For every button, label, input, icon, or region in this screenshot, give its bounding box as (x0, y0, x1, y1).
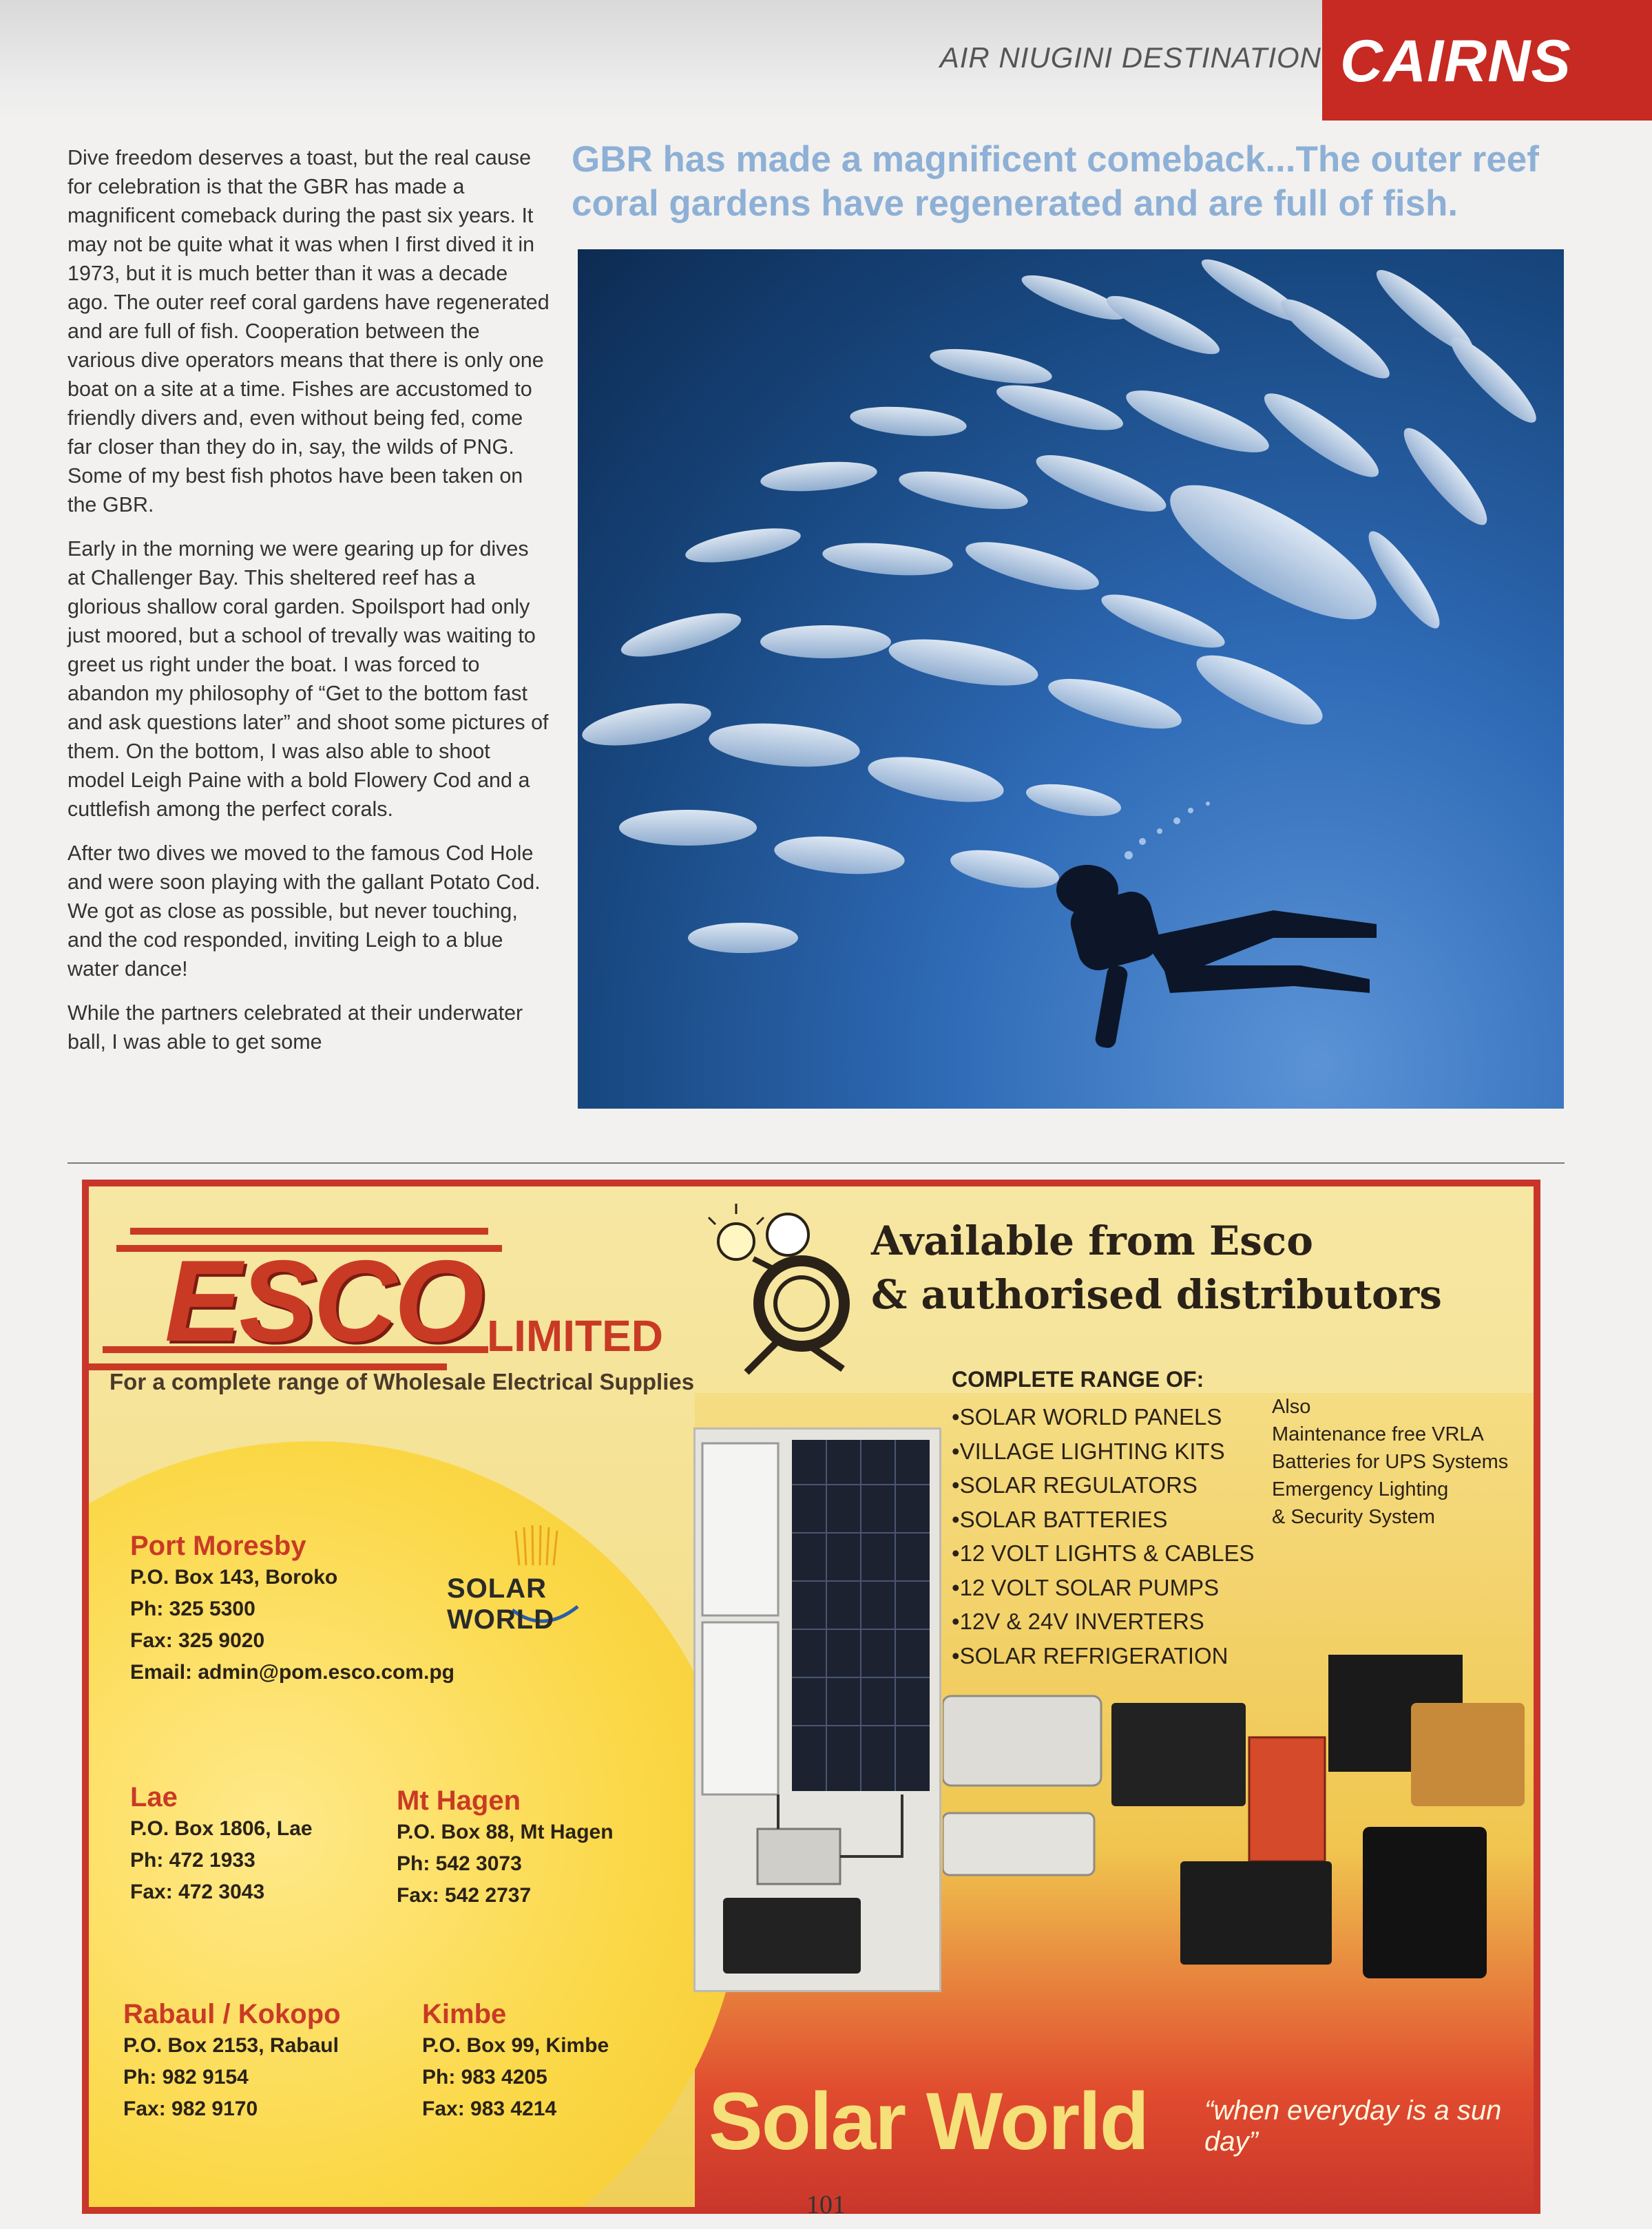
ad-headline (871, 1214, 1442, 1321)
also-line: Batteries for UPS Systems (1272, 1451, 1509, 1473)
product-images (943, 1655, 1528, 2013)
header-kicker: AIR NIUGINI DESTINATION (939, 41, 1321, 74)
article-paragraph: After two dives we moved to the famous Cod Hole and were soon playing with the gallant Potato Cod. We got as close as possible, but never touching, and the cod responded, inviting Leigh to a blue water dance! (67, 841, 541, 981)
article-paragraph: Early in the morning we were gearing up for dives at Challenger Bay. This sheltered reef has a glorious shallow coral garden. Spoilsport had only just moored, but a school of trevally was waiting to greet us right under the boat. I was forced to abandon my philosophy of “Get to the bottom fast and ask questions later” and shoot some pictures of them. On the bottom, I was also able to shoot model Leigh Paine with a bold Flowery Cod and a cuttlefish among the perfect corals. (67, 537, 549, 821)
fish-school-photo (578, 249, 1564, 1109)
ups-icon (943, 1813, 1094, 1875)
range-item: • SOLAR REFRIGERATION (952, 1639, 1255, 1673)
office-name: Lae (130, 1782, 178, 1812)
regulator-icon (1180, 1861, 1332, 1965)
also-line: Maintenance free VRLA (1272, 1423, 1484, 1445)
office-name: Rabaul / Kokopo (123, 1999, 341, 2029)
light-kit-icon (1411, 1703, 1525, 1806)
office-phone: Ph: 982 9154 (123, 2066, 249, 2089)
range-item: • SOLAR BATTERIES (952, 1503, 1255, 1537)
also-line: Emergency Lighting (1272, 1478, 1449, 1500)
office-kimbe (422, 1999, 609, 2125)
power-inverter-icon (1363, 1827, 1487, 1978)
lightbulb-mascot-icon (705, 1200, 864, 1379)
underwater-illustration (578, 249, 1564, 1109)
article-paragraph: Dive freedom deserves a toast, but the real cause for celebration is that the GBR has made a magnificent comeback during the past six years. It may not be quite what it was when I first dived it in 1973, but it is much better than it was a decade ago. The outer reef coral gardens have regenerated and are full of fish. Cooperation between the various dive operators means that there is only one boat on a site at a time. Fishes are accustomed to friendly divers and, even without being fed, come far closer than they do in, say, the wilds of PNG. Some of my best fish photos have been taken on the GBR. (67, 146, 550, 516)
range-list (952, 1400, 1255, 1673)
office-fax: Fax: 542 2737 (397, 1884, 532, 1907)
office-name: Kimbe (422, 1999, 507, 2029)
range-title: COMPLETE RANGE OF: (952, 1367, 1204, 1392)
office-fax: Fax: 472 3043 (130, 1881, 265, 1903)
office-mt-hagen (397, 1786, 614, 1912)
pullquote: GBR has made a magnificent comeback...The outer reef coral gardens have regenerated and are full of fish. (572, 139, 1539, 224)
office-rabaul-kokopo (123, 1999, 341, 2125)
solar-kit-display (693, 1427, 941, 1992)
esco-advertisement (82, 1180, 1540, 2214)
article-paragraph: While the partners celebrated at their underwater ball, I was able to get some (67, 1001, 523, 1054)
inverter-icon (943, 1696, 1101, 1786)
office-address: P.O. Box 1806, Lae (130, 1817, 313, 1840)
range-item: • SOLAR WORLD PANELS (952, 1400, 1255, 1434)
ad-headline-line: & authorised distributors (871, 1271, 1442, 1318)
charger-icon (1249, 1737, 1325, 1861)
office-address: P.O. Box 2153, Rabaul (123, 2034, 339, 2057)
solarworld-logo-text: SOLAR WORLD (447, 1573, 555, 1635)
office-fax: Fax: 983 4214 (422, 2097, 557, 2120)
range-item: • VILLAGE LIGHTING KITS (952, 1434, 1255, 1469)
esco-stripe (130, 1228, 488, 1235)
range-item: • 12V & 24V INVERTERS (952, 1604, 1255, 1639)
office-name: Mt Hagen (397, 1786, 521, 1816)
esco-tagline: For a complete range of Wholesale Electrical Supplies (109, 1369, 695, 1394)
solarworld-slogan: “when everyday is a sun day” (1204, 2095, 1502, 2157)
also-box (1272, 1393, 1540, 1531)
battery-icon (1111, 1703, 1246, 1806)
office-phone: Ph: 983 4205 (422, 2066, 547, 2089)
office-phone: Ph: 542 3073 (397, 1852, 522, 1875)
office-port-moresby (130, 1531, 454, 1688)
article-body (67, 143, 550, 1071)
solar-panel-icon (696, 1430, 939, 1990)
range-item: • 12 VOLT SOLAR PUMPS (952, 1571, 1255, 1605)
ad-headline-line: Available from Esco (871, 1217, 1313, 1264)
esco-logo: ESCO (165, 1236, 482, 1365)
office-fax: Fax: 325 9020 (130, 1629, 265, 1652)
office-phone: Ph: 472 1933 (130, 1849, 255, 1872)
office-email: Email: admin@pom.esco.com.pg (130, 1661, 455, 1684)
office-name: Port Moresby (130, 1531, 306, 1561)
office-fax: Fax: 982 9170 (123, 2097, 258, 2120)
office-lae (130, 1782, 313, 1908)
esco-limited: LIMITED (487, 1311, 663, 1361)
fish-school (579, 251, 1545, 953)
office-address: P.O. Box 143, Boroko (130, 1566, 338, 1589)
office-phone: Ph: 325 5300 (130, 1598, 255, 1620)
range-item: • SOLAR REGULATORS (952, 1468, 1255, 1503)
also-line: & Security System (1272, 1506, 1435, 1528)
office-address: P.O. Box 88, Mt Hagen (397, 1821, 614, 1843)
section-divider (67, 1162, 1565, 1164)
section-tab: CAIRNS (1322, 0, 1652, 121)
scuba-diver (1056, 865, 1377, 1049)
page-number: 101 (806, 2190, 846, 2219)
air-bubbles (1125, 802, 1210, 859)
solarworld-banner: Solar World (709, 2076, 1149, 2167)
solarworld-logo (447, 1524, 660, 1634)
also-line: Also (1272, 1396, 1311, 1418)
office-address: P.O. Box 99, Kimbe (422, 2034, 609, 2057)
range-item: • 12 VOLT LIGHTS & CABLES (952, 1536, 1255, 1571)
